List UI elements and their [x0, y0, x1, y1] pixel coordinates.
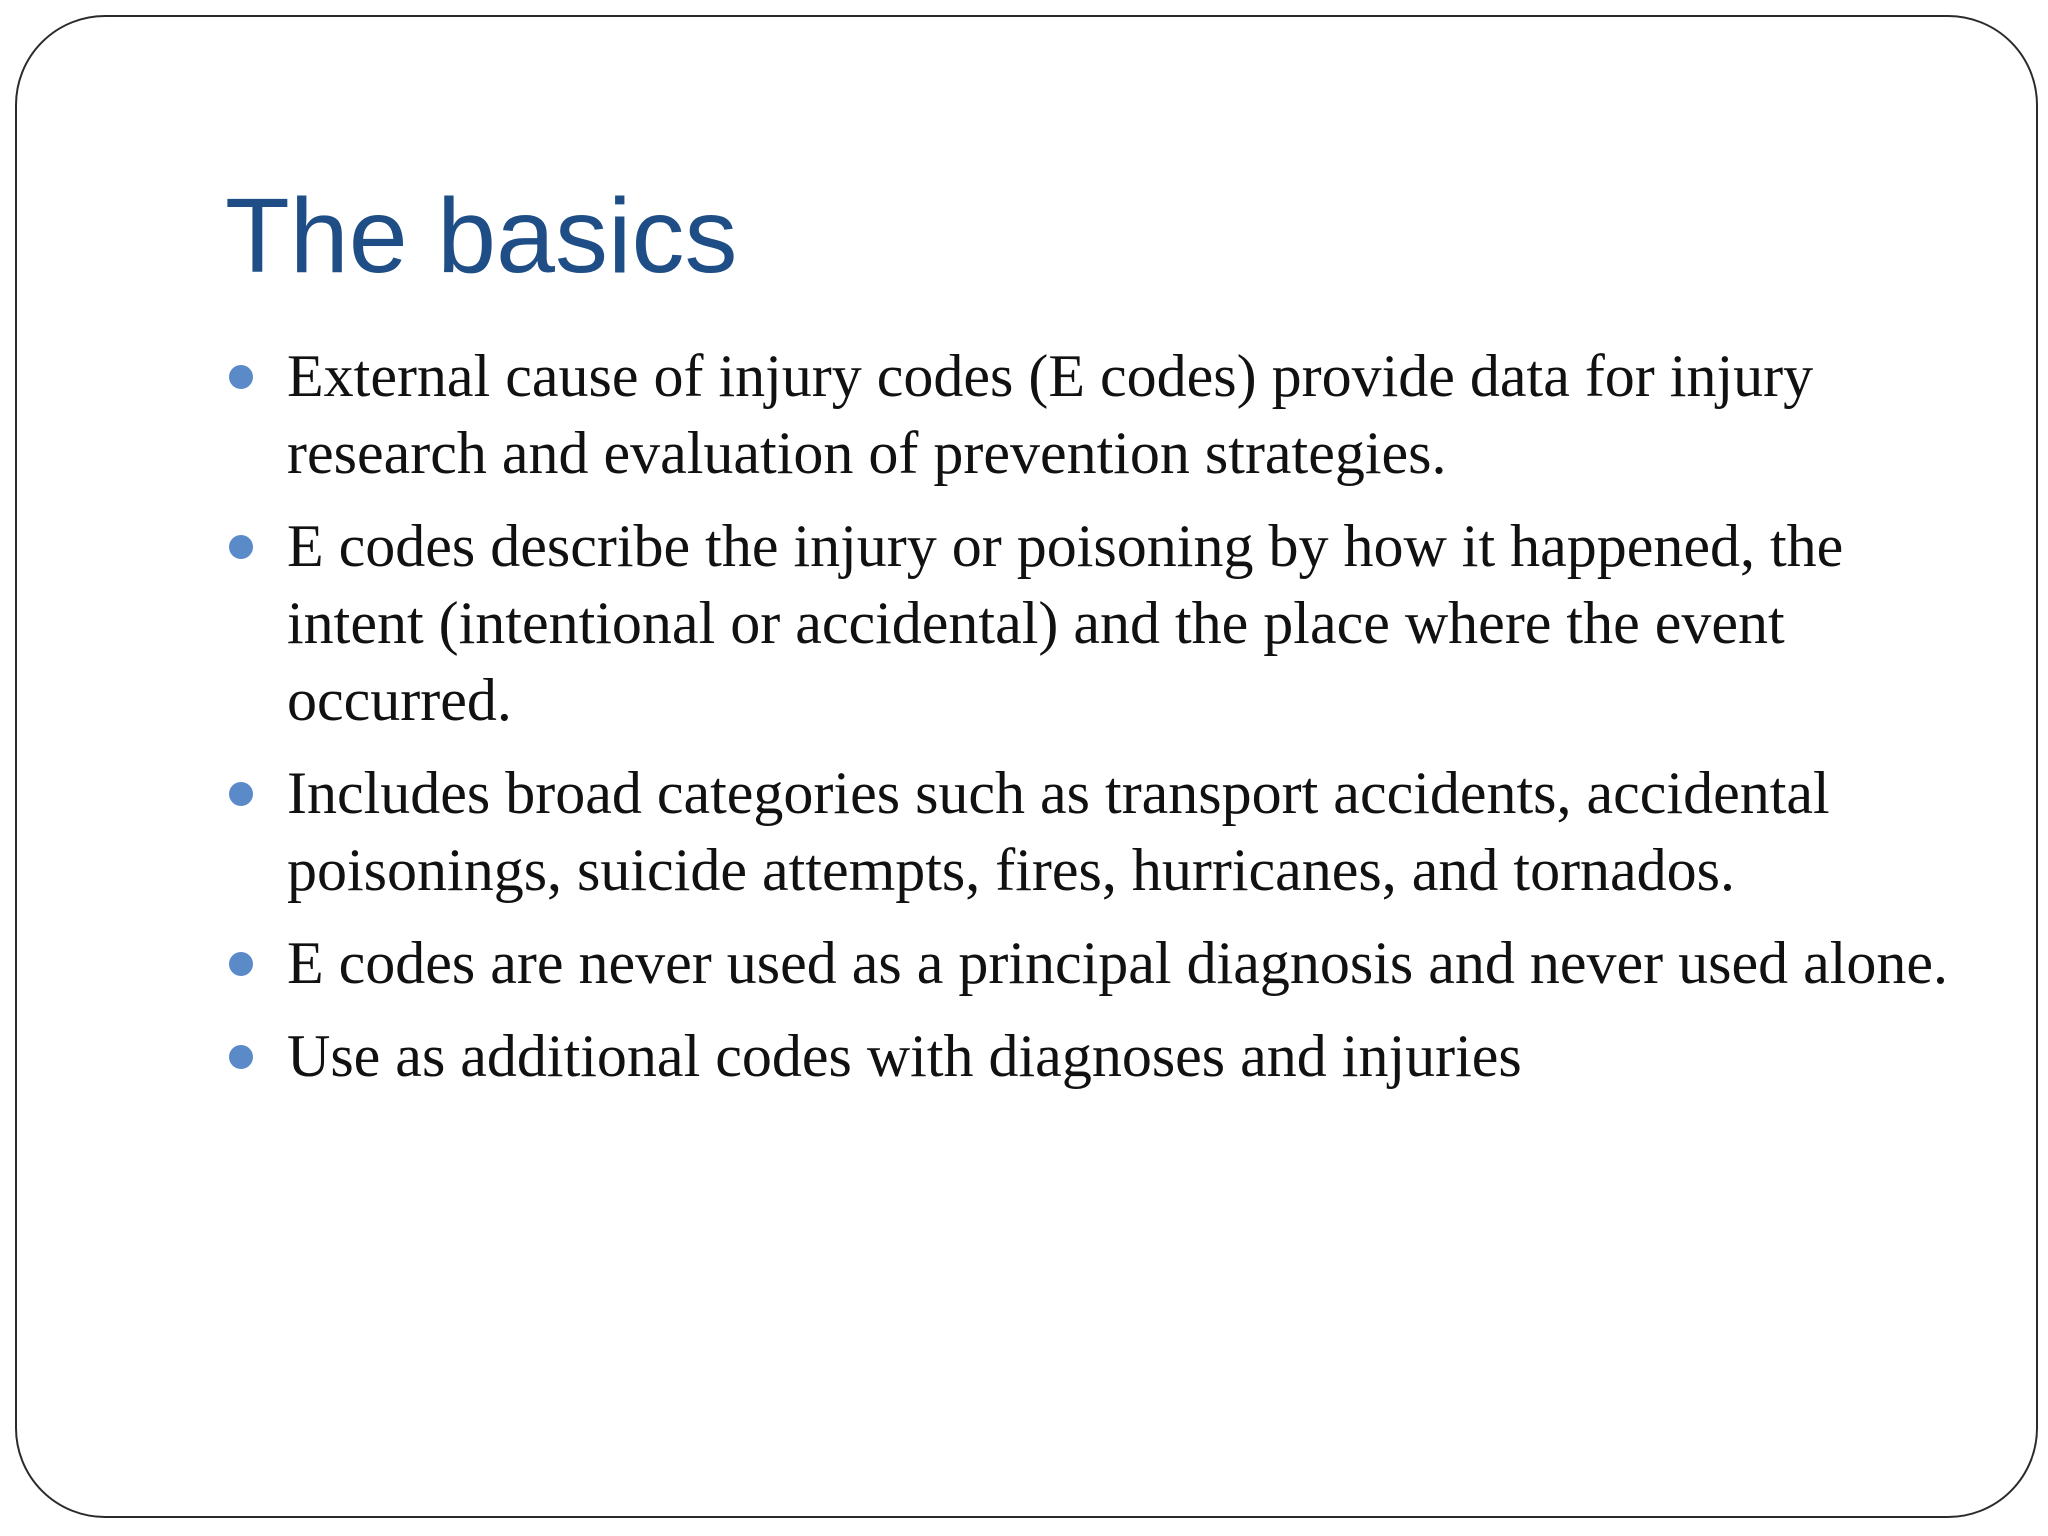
bullet-item	[225, 508, 1955, 739]
bullet-dot-icon	[229, 365, 253, 389]
bullet-text: Use as additional codes with diagnoses and injuries	[287, 1023, 1522, 1089]
slide-title: The basics	[225, 177, 738, 295]
bullet-list	[225, 338, 1955, 1111]
bullet-text: E codes are never used as a principal diagnosis and never used alone.	[287, 930, 1949, 996]
bullet-text: E codes describe the injury or poisoning by how it happened, the intent (intentional or accidental) and the place where the event occurred.	[287, 513, 1844, 733]
bullet-text: External cause of injury codes (E codes) provide data for injury research and evaluation of prevention strategies.	[287, 343, 1814, 486]
bullet-item	[225, 925, 1955, 1002]
bullet-dot-icon	[229, 782, 253, 806]
bullet-item	[225, 1018, 1955, 1095]
bullet-item	[225, 338, 1955, 492]
bullet-dot-icon	[229, 952, 253, 976]
bullet-dot-icon	[229, 1045, 253, 1069]
bullet-item	[225, 755, 1955, 909]
bullet-dot-icon	[229, 535, 253, 559]
bullet-text: Includes broad categories such as transport accidents, accidental poisonings, suicide attempts, fires, hurricanes, and tornados.	[287, 760, 1830, 903]
